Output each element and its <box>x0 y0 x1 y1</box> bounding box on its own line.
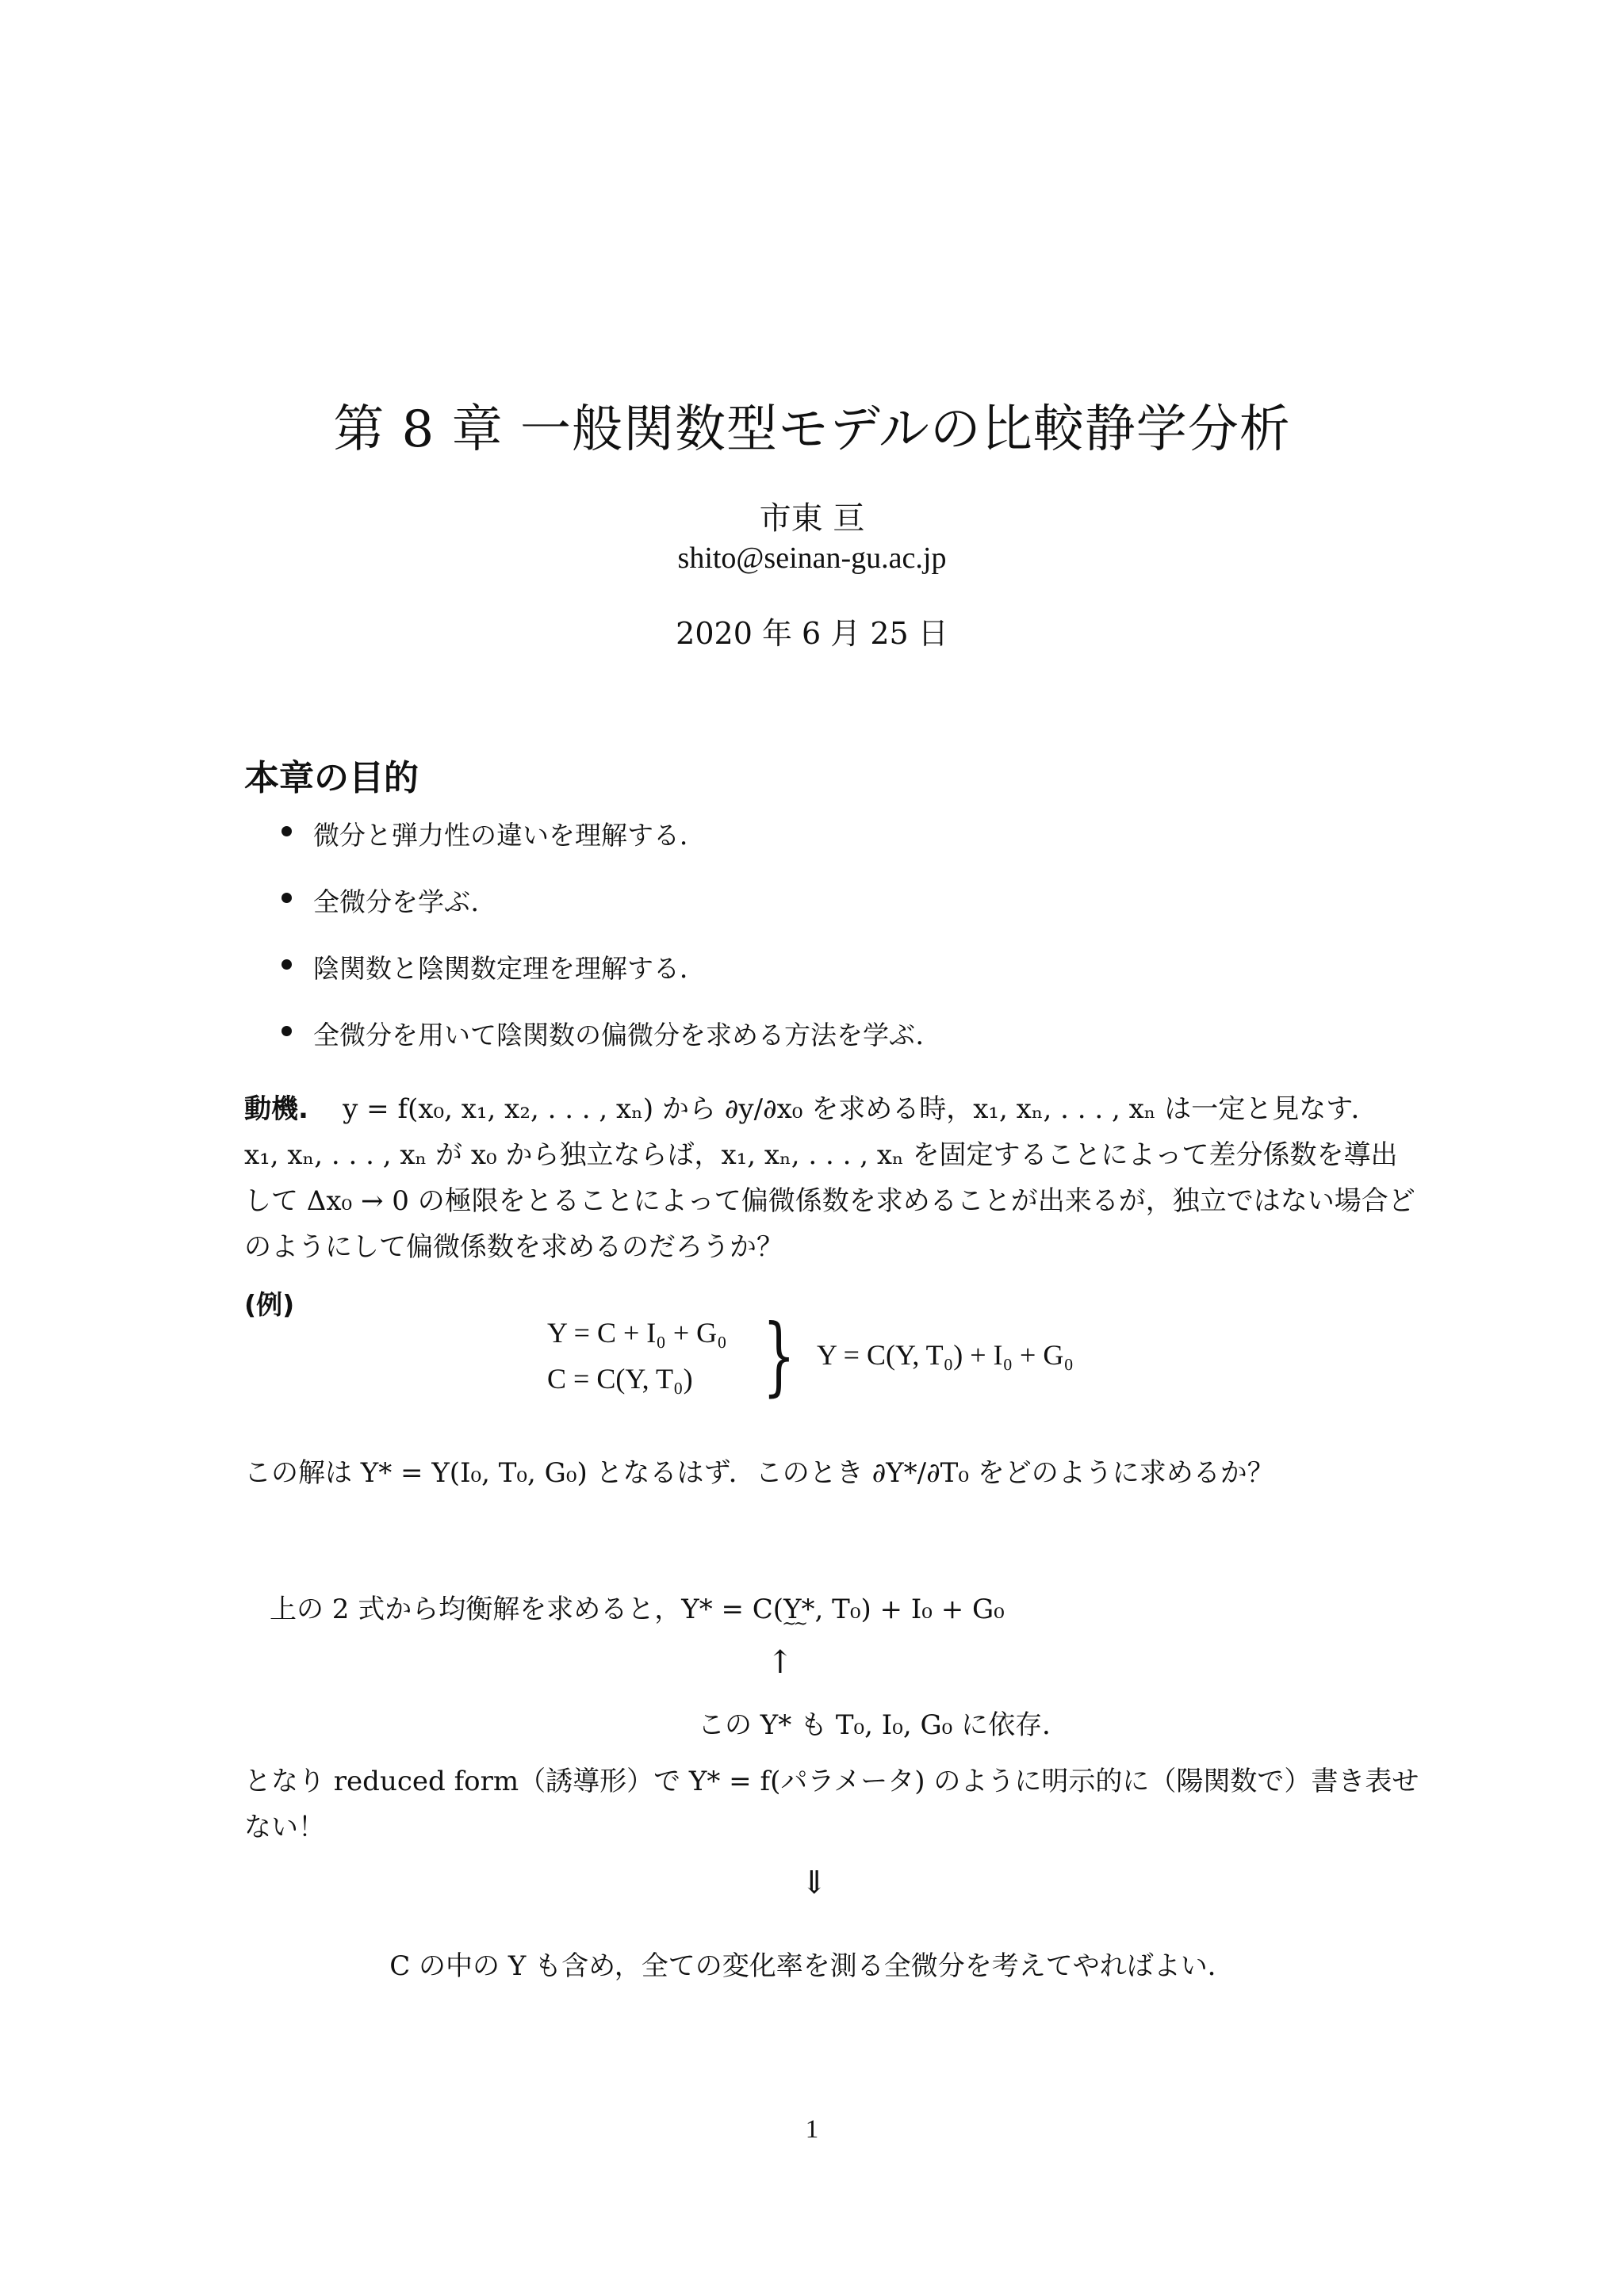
bullet-icon <box>282 826 292 836</box>
equation-income: Y = C + I₀ + G₀ <box>547 1317 727 1349</box>
bullet-icon <box>282 1026 292 1036</box>
section-heading: 本章の目的 <box>244 758 419 798</box>
author-name: 市東 亘 <box>759 500 865 537</box>
list-item: 陰関数と陰関数定理を理解する． <box>282 948 942 1015</box>
motivation-line-3: して Δx₀ → 0 の極限をとることによって偏微係数を求めることが出来るが，独立ではない場合ど <box>244 1185 1415 1217</box>
list-item: 全微分を学ぶ． <box>282 882 942 948</box>
bullet-icon <box>282 959 292 970</box>
motivation-line-4: のようにして偏微係数を求めるのだろうか？ <box>244 1231 783 1263</box>
motivation-line-1: y = f(x₀, x₁, x₂, . . . , xₙ) から ∂y/∂x₀ を求める時，x₁, xₙ, . . . , xₙ は一定と見なす． <box>343 1093 1378 1125</box>
motivation-line-2: x₁, xₙ, . . . , xₙ が x₀ から独立ならば，x₁, xₙ, . . . , xₙ を固定することによって差分係数を導出 <box>244 1139 1398 1171</box>
solution-text: この解は Y* = Y(I₀, T₀, G₀) となるはず．このとき ∂Y*/∂T₀ をどのように求めるか？ <box>244 1457 1274 1489</box>
equation-consumption: C = C(Y, T₀) <box>547 1363 693 1395</box>
bullet-icon <box>282 893 292 903</box>
right-brace: } <box>762 1307 795 1406</box>
example-label: (例) <box>244 1289 295 1320</box>
list-item: 微分と弾力性の違いを理解する． <box>282 815 942 882</box>
conclusion-text: C の中の Y も含め，全ての変化率を測る全微分を考えてやればよい． <box>389 1950 1235 1982</box>
reduced-form-paragraph: となり reduced form（誘導形）で Y* = f(パラメータ) のように明示的に（陽関数で）書き表せ ない！ <box>244 1766 1419 1843</box>
equilibrium-equation: 上の 2 式から均衡解を求めると，Y* = C(Y* ~~, T₀) + I₀ + G₀ <box>270 1587 1005 1626</box>
document-date: 2020 年 6 月 25 日 <box>676 616 948 651</box>
double-down-arrow-icon: ⇓ <box>801 1865 828 1901</box>
motivation-label: 動機. <box>244 1093 308 1125</box>
objectives-list <box>282 815 942 1081</box>
list-item: 全微分を用いて陰関数の偏微分を求める方法を学ぶ． <box>282 1015 942 1081</box>
dependency-note: この Y* も T₀, I₀, G₀ に依存． <box>698 1709 1070 1741</box>
motivation-paragraph <box>244 1086 1415 1270</box>
wavy-underlined-term: Y* ~~ <box>783 1594 814 1625</box>
up-arrow-icon: ↑ <box>767 1644 794 1681</box>
equation-combined: Y = C(Y, T₀) + I₀ + G₀ <box>817 1339 1074 1371</box>
author-email: shito@seinan-gu.ac.jp <box>677 541 947 575</box>
page-number: 1 <box>805 2115 819 2144</box>
page-title: 第 8 章 一般関数型モデルの比較静学分析 <box>333 400 1291 459</box>
